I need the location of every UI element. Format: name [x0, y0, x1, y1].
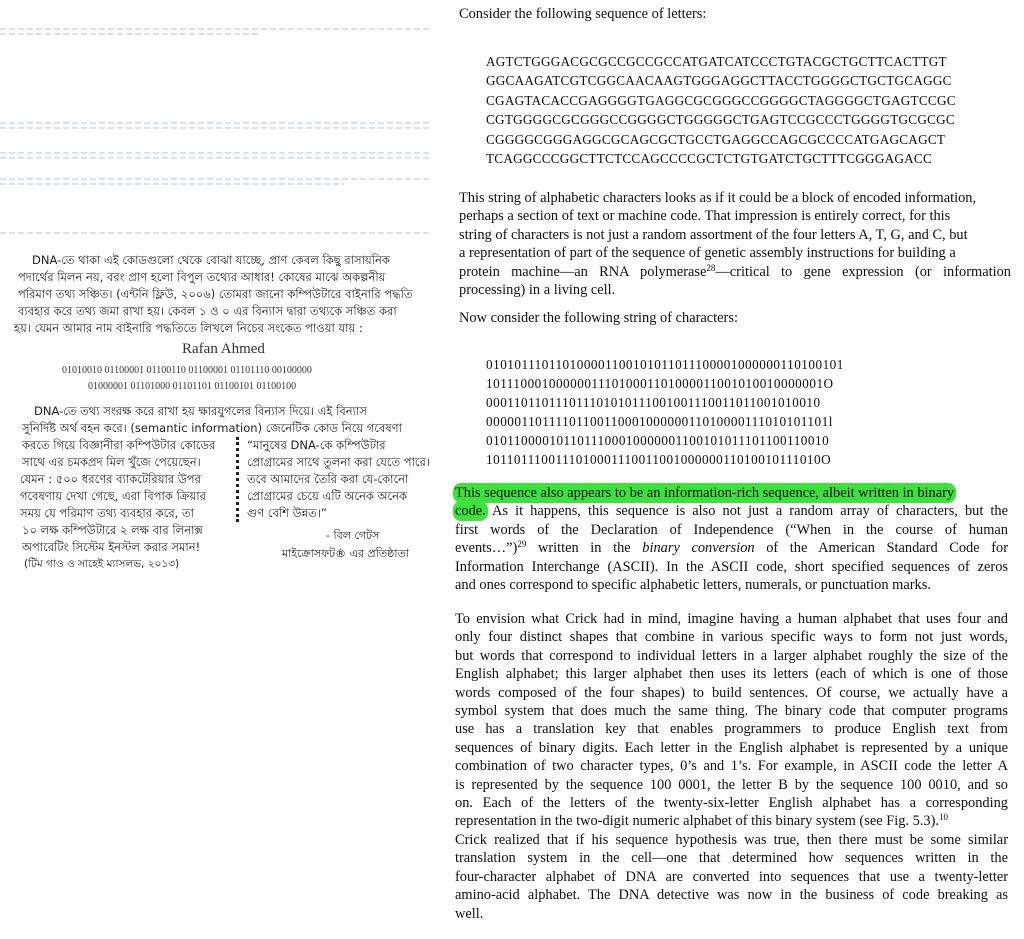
binary-line: 010101110110100001100101011011100001000000110100101 — [486, 357, 844, 372]
dna-line: TCAGGCCCGGCTTCTCCAGCCCCGCTCTGTGATCTGCTTTCGGGAGACC — [486, 151, 933, 167]
italic-term: binary conversion — [642, 540, 755, 557]
para-text: written in the — [526, 540, 643, 557]
para-line — [455, 484, 1008, 502]
quote-author-role: মাইক্রোসফট® এর প্রতিষ্ঠাতা — [282, 547, 409, 560]
para-text: events…”) — [455, 540, 518, 557]
binary-line: 0101100001011011100010000001100101011101100110010 — [486, 433, 830, 449]
author-name: Rafan Ahmed — [182, 341, 265, 357]
faded-text-band — [0, 122, 430, 132]
binary-name-line-2: 01000001 01101000 01101101 01100101 01100100 — [88, 381, 297, 392]
faded-text-band — [0, 28, 430, 38]
highlighted-sentence-end[interactable]: code. — [455, 503, 486, 520]
bn-line: হয়। যেমন আমার নাম বাইনারি পদ্ধতিতে লিখলে নিচের সংকেত পাওয়া যায় : — [14, 321, 363, 335]
para-text: As it happens, this sequence is also not just a random array of characters, but the — [485, 503, 1008, 520]
para-line: translation system in the cell—one that determined how sequences written in the — [455, 850, 1008, 867]
quote-line: তবে আমাদের তৈরি করা যে-কোনো — [247, 472, 409, 486]
para-line: processing) in a living cell. — [459, 282, 616, 299]
bn-line: গবেষণায় দেখা গেছে, এরা বিপাক ক্রিয়ার — [20, 489, 206, 503]
faded-text-band — [0, 232, 430, 242]
quote-line: প্রোগ্রামের চেয়ে এটি অনেক অনেক — [247, 489, 408, 503]
para-line: only four distinct shapes that combine in various specific ways to form not just words, — [455, 629, 1008, 646]
binary-line: 101101110011101000111001100100000011010010111010O — [486, 452, 832, 468]
bn-line: পরিমাণ তথ্য সঞ্চিত। (এন্টনি ফ্লিউ, ২০০৬) তোমরা জানো কম্পিউটারে বাইনারি পদ্ধতি — [18, 287, 413, 301]
dna-sequence-block — [486, 52, 956, 167]
para-text: protein machine—an RNA polymerase — [459, 263, 707, 280]
highlighted-sentence[interactable]: This sequence also appears to be an information-rich sequence, albeit written in binary — [455, 485, 955, 501]
binary-line: 0000011011110110011000100000011010000111010101101l — [486, 414, 833, 430]
para-line: English alphabet; this larger alphabet then uses its letters (each of which is one of those — [455, 666, 1008, 683]
intro-sentence: Consider the following sequence of letters: — [459, 6, 707, 22]
dna-line: CGGGGCGGGAGGCGCAGCGCTGCCTGAGGCCAGCGCCCCATGAGCAGCT — [486, 131, 946, 147]
bn-line: সময় যে পরিমাণ তথ্য ব্যবহার করে, তা — [20, 506, 194, 520]
quote-author: - বিল গেটস — [326, 529, 380, 542]
dna-line: GGCAAGATCGTCGGCAACAAGTGGGAGGCTTACCTGGGGCTGCTGCAGGC — [486, 73, 952, 89]
bn-line: করতে গিয়ে বিজ্ঞানীরা কম্পিউটার কোডের — [22, 438, 216, 452]
bn-line: যেমন : ৫০০ ধরণের ব্যাকটেরিয়ার উপর — [20, 472, 201, 486]
faded-text-band — [0, 152, 430, 162]
dna-line: CGAGTACACCGAGGGGTGAGGCGCGGGCCGGGGCTAGGGGCTGAGTCCGC — [486, 92, 956, 108]
bn-line: সাথে এর চমকপ্রদ মিল খুঁজে পেয়েছেন। — [22, 455, 201, 469]
quote-line: “মানুষের DNA-কে কম্পিউটার — [247, 438, 386, 452]
para-line: a representation of part of the sequence of genetic assembly instructions for building a — [459, 245, 956, 262]
bn-line: অপারেটিং সিস্টেম ইনস্টল করার সমান! — [22, 540, 201, 554]
para-line — [459, 263, 1011, 281]
binary-line: 000110110111011101010111001001110011011001010010 — [486, 395, 821, 411]
para-line: words composed of the four shapes) to build sentences. Of course, we actually have a — [455, 684, 1008, 701]
dna-line: CGTGGGGCGCGGGCCGGGGCTGGGGGCTGAGTCCGCCCTGGGGTGCGCGC — [486, 112, 955, 128]
para-text: representation in the two-digit numeric alphabet of this binary system (see Fig. 5.3). — [455, 813, 939, 830]
quote-line: প্রোগ্রামের সাথে তুলনা করা যেতে পারে। — [247, 455, 430, 469]
para-line: To envision what Crick had in mind, imagine having a human alphabet that uses four and — [455, 611, 1008, 627]
para-line: well. — [455, 905, 484, 922]
para-line: symbol system that does much the same thing. The binary code that computer programs — [455, 703, 1008, 720]
faded-text-band — [0, 178, 430, 188]
bn-line: সুনির্দিষ্ট অর্থ বহন করে। (semantic information) জেনেটিক কোড নিয়ে গবেষণা — [22, 421, 402, 435]
bill-gates-quote — [236, 437, 447, 522]
binary-string-block — [486, 355, 844, 470]
paragraph-crick — [455, 610, 1008, 923]
para-line — [455, 502, 1008, 520]
bengali-paragraph-1 — [14, 252, 413, 337]
now-consider-sentence: Now consider the following string of characters: — [459, 310, 738, 326]
paragraph-encoded-information — [459, 189, 1011, 299]
quote-line: গুণ বেশি উন্নত।” — [247, 506, 327, 520]
para-text: —critical to gene expression (or information — [715, 263, 1011, 280]
binary-name-line-1: 01010010 01100001 01100110 01100001 01101110 00100000 — [62, 365, 312, 376]
para-line: use has a translation key that enables programmers to produce English text from — [455, 721, 1008, 738]
para-line: but words that correspond to individual letters in a larger alphabet roughly the size of the — [455, 647, 1008, 664]
para-line: four-character alphabet of DNA are converted into sequences that use a twenty-letter — [455, 868, 1008, 885]
para-line: first words of the Declaration of Independence (“When in the course of human — [455, 521, 1008, 538]
para-line: amino-acid alphabet. The DNA detective was now in the business of code breaking as — [455, 887, 1008, 904]
para-line: Information Interchange (ASCII). In the ASCII code, short specified sequences of zeros — [455, 558, 1008, 575]
bn-line: ১০ লক্ষ কম্পিউটারে ২ লক্ষ বার লিনাক্স — [22, 523, 203, 537]
para-line: Crick realized that if his sequence hypothesis was true, then there must be some similar — [455, 831, 1008, 848]
para-line: string of characters is not just a random assortment of the four letters A, T, G, and C, but — [459, 226, 968, 243]
footnote-28: 28 — [706, 262, 716, 273]
dna-line: AGTCTGGGACGCGCCGCCGCCATGATCATCCCTGTACGCTGCTTCACTTGT — [486, 54, 947, 69]
footnote-29: 29 — [517, 539, 527, 550]
footnote-10: 10 — [938, 812, 948, 823]
bn-line: DNA-তে তথ্য সংরক্ষ করে রাখা হয় ক্ষারযুগলের বিন্যাস দিয়ে। এই বিন্যাস — [34, 404, 367, 418]
bn-line: DNA-তে থাকা এই কোডগুলো থেকে বোঝা যাচ্ছে, প্রাণ কেবল কিছু রাসায়নিক — [32, 253, 390, 267]
para-line: This string of alphabetic characters looks as if it could be a block of encoded information, — [459, 190, 977, 206]
para-line: on. Each of the letters of the twenty-six-letter English alphabet has a corresponding — [455, 795, 1008, 812]
bn-line: (টিম গাও ও সাহেই ম্যাসলভ, ২০১৩) — [24, 558, 180, 570]
para-line: perhaps a section of text or machine code. That impression is entirely correct, for this — [459, 208, 951, 225]
para-line — [455, 812, 1008, 830]
para-line: and ones correspond to specific alphabetic letters, numerals, or punctuation marks. — [455, 577, 931, 594]
bn-line: ব্যবহার করে তথ্য জমা রাখা হয়। কেবল ১ ও ০ এর বিন্যাস দ্বারা তথ্যকে সঞ্চিত করা — [18, 304, 397, 318]
para-line: is represented by the sequence 100 0001, the letter B by the sequence 100 0010, and so — [455, 776, 1008, 793]
binary-line: 101110001000000111010001101000011001010010000001O — [486, 376, 834, 392]
para-text: of the American Standard Code for — [754, 540, 1008, 557]
para-line: combination of two character types, 0’s and 1’s. For example, in ASCII code the letter A — [455, 758, 1008, 775]
para-line: sequences of binary digits. Each letter in the English alphabet is represented by a unique — [455, 739, 1008, 756]
para-line — [455, 539, 1008, 557]
paragraph-declaration — [455, 484, 1008, 594]
bn-line: পদার্থের মিলন নয়, বরং প্রাণ হলো বিপুল তথ্যের আধার! কোষের মাঝে অকল্পনীয় — [18, 270, 386, 284]
